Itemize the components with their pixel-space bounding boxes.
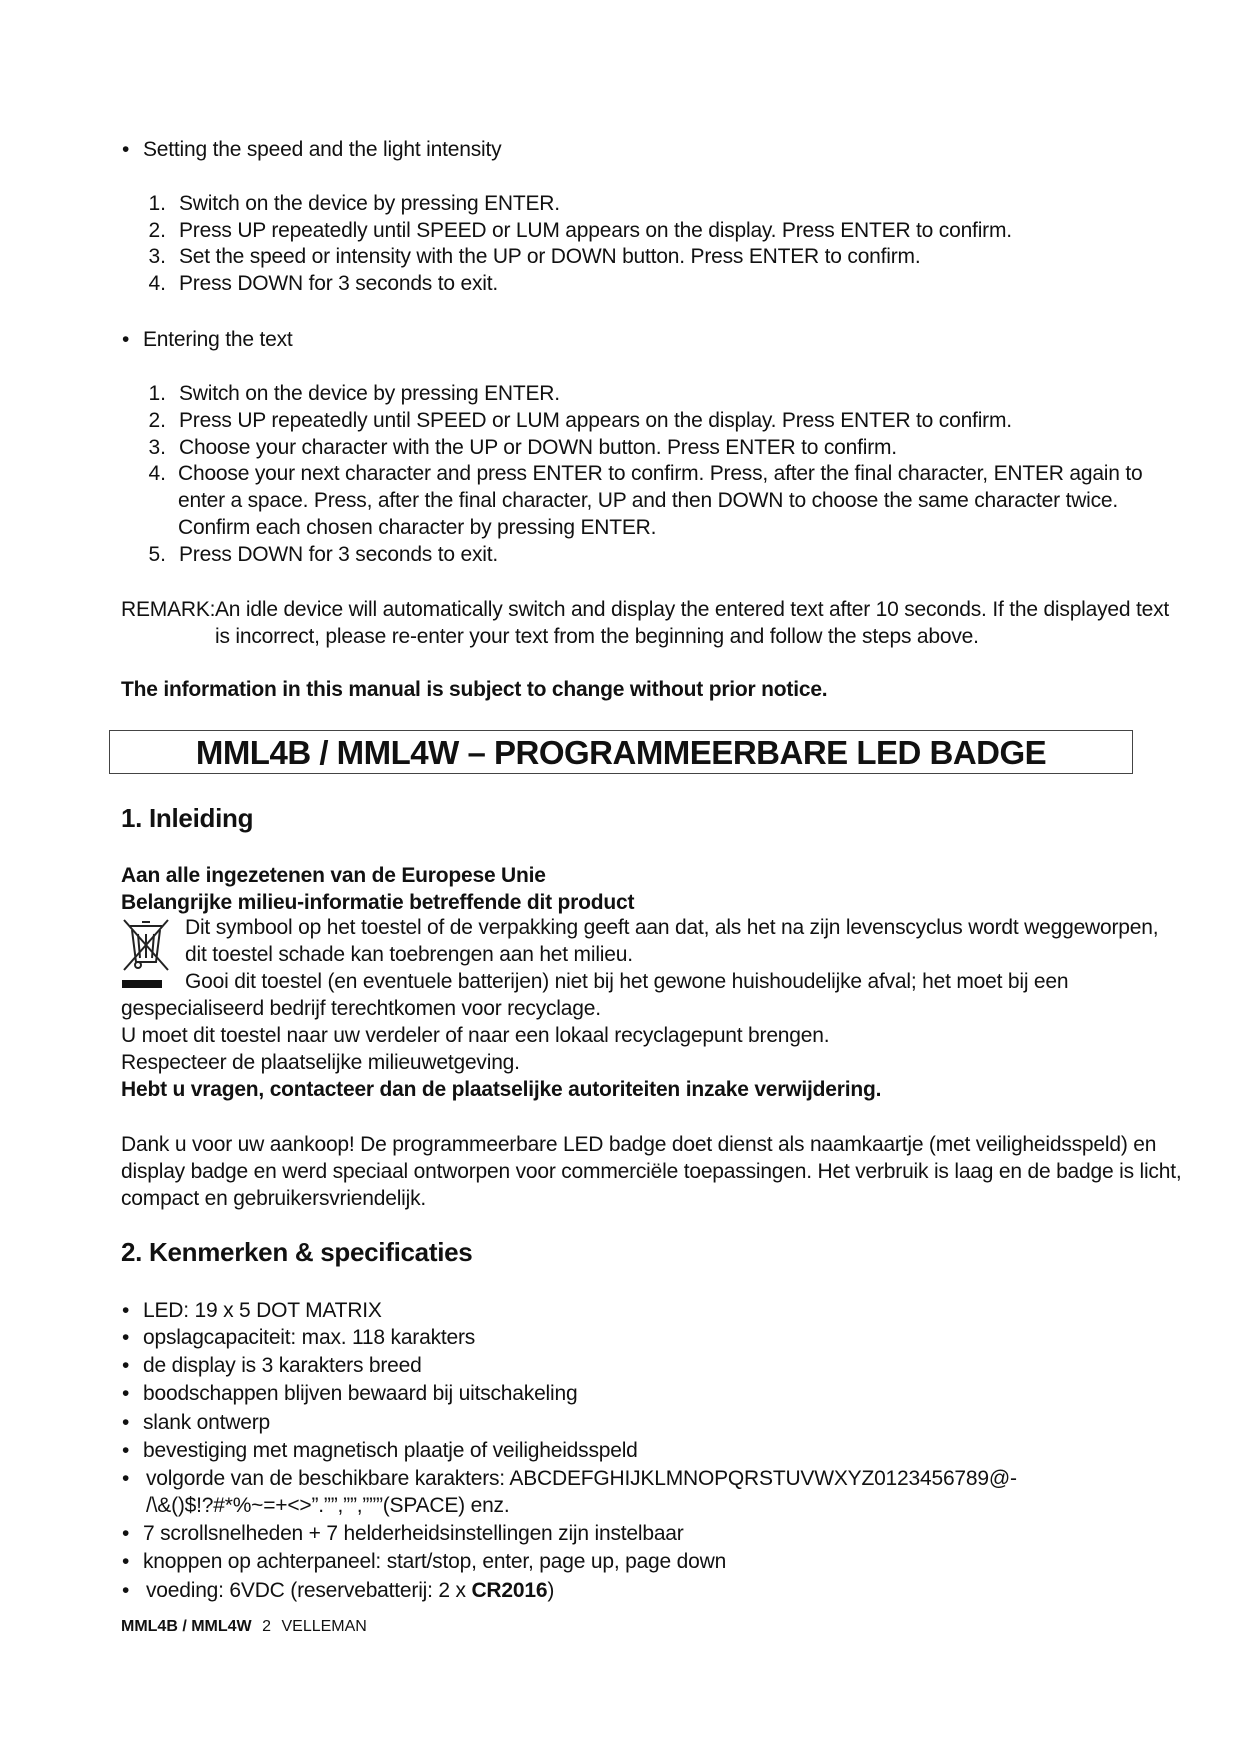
footer-model: MML4B / MML4W bbox=[121, 1618, 252, 1635]
spec-item: de display is 3 karakters breed bbox=[143, 1354, 422, 1377]
step-text: Choose your character with the UP or DOWN button. Press ENTER to confirm. bbox=[179, 436, 897, 459]
bullet-icon: • bbox=[122, 138, 130, 161]
spec-power-prefix: voeding: 6VDC (reservebatterij: 2 x bbox=[146, 1579, 472, 1602]
bullet-icon: • bbox=[122, 1522, 130, 1545]
weee-bin-icon bbox=[120, 918, 172, 990]
step-text: Switch on the device by pressing ENTER. bbox=[179, 382, 560, 405]
spec-item: LED: 19 x 5 DOT MATRIX bbox=[143, 1299, 382, 1322]
spec-chars-line: /\&()$!?#*%~=+<>”.””,””,”””(SPACE) enz. bbox=[146, 1494, 510, 1517]
page-footer bbox=[121, 1617, 367, 1637]
footer-brand: VELLEMAN bbox=[281, 1618, 367, 1635]
bullet-icon: • bbox=[122, 1550, 130, 1573]
return-line: U moet dit toestel naar uw verdeler of naar een lokaal recyclagepunt brengen. bbox=[121, 1024, 830, 1047]
section-heading-inleiding: 1. Inleiding bbox=[121, 803, 254, 833]
step-number: 3. bbox=[148, 436, 166, 459]
step-text: Press UP repeatedly until SPEED or LUM appears on the display. Press ENTER to confirm. bbox=[179, 219, 1012, 242]
spec-item: boodschappen blijven bewaard bij uitschakeling bbox=[143, 1382, 578, 1405]
notice-text: The information in this manual is subject to change without prior notice. bbox=[121, 678, 828, 701]
bullet-icon: • bbox=[122, 328, 130, 351]
step-number: 4. bbox=[148, 462, 166, 485]
spec-item: knoppen op achterpaneel: start/stop, enter, page up, page down bbox=[143, 1550, 727, 1573]
step-number: 3. bbox=[148, 245, 166, 268]
thanks-line: display badge en werd speciaal ontworpen voor commerciële toepassingen. Het verbruik is laag en de badge is licht, bbox=[121, 1160, 1182, 1183]
spec-item: opslagcapaciteit: max. 118 karakters bbox=[143, 1326, 476, 1349]
step-number: 1. bbox=[148, 382, 166, 405]
spec-item: slank ontwerp bbox=[143, 1411, 270, 1434]
questions-line: Hebt u vragen, contacteer dan de plaatselijke autoriteiten inzake verwijdering. bbox=[121, 1078, 882, 1101]
step-number: 2. bbox=[148, 409, 166, 432]
spec-item: 7 scrollsnelheden + 7 helderheidsinstellingen zijn instelbaar bbox=[143, 1522, 684, 1545]
bullet-icon: • bbox=[122, 1382, 130, 1405]
step-text: Press DOWN for 3 seconds to exit. bbox=[179, 272, 499, 295]
footer-page-number: 2 bbox=[262, 1618, 272, 1635]
page-title: MML4B / MML4W – PROGRAMMEERBARE LED BADGE bbox=[195, 734, 1047, 771]
eu-heading: Aan alle ingezetenen van de Europese Unie bbox=[121, 864, 546, 887]
bullet-icon: • bbox=[122, 1467, 130, 1490]
step-text-line: Choose your next character and press ENTER to confirm. Press, after the final character, ENTER again to bbox=[178, 462, 1143, 485]
spec-power bbox=[146, 1577, 554, 1604]
respect-line: Respecteer de plaatselijke milieuwetgeving. bbox=[121, 1051, 520, 1074]
spec-item: bevestiging met magnetisch plaatje of veiligheidsspeld bbox=[143, 1439, 638, 1462]
step-text: Press UP repeatedly until SPEED or LUM appears on the display. Press ENTER to confirm. bbox=[179, 409, 1012, 432]
dispose-line: gespecialiseerd bedrijf terechtkomen voor recyclage. bbox=[121, 997, 601, 1020]
title-box bbox=[109, 730, 1133, 774]
env-heading: Belangrijke milieu-informatie betreffende dit product bbox=[121, 891, 635, 914]
section-heading-specs: 2. Kenmerken & specificaties bbox=[121, 1237, 473, 1267]
remark-line: is incorrect, please re-enter your text from the beginning and follow the steps above. bbox=[215, 625, 979, 648]
bullet-icon: • bbox=[122, 1299, 130, 1322]
spec-chars-line: volgorde van de beschikbare karakters: ABCDEFGHIJKLMNOPQRSTUVWXYZ0123456789@- bbox=[146, 1467, 1017, 1490]
thanks-line: compact en gebruikersvriendelijk. bbox=[121, 1187, 427, 1210]
step-text: Press DOWN for 3 seconds to exit. bbox=[179, 543, 499, 566]
bullet-icon: • bbox=[122, 1411, 130, 1434]
thanks-line: Dank u voor uw aankoop! De programmeerbare LED badge doet dienst als naamkaartje (met veiligheidsspeld) en bbox=[121, 1133, 1157, 1156]
text-heading: Entering the text bbox=[143, 328, 293, 351]
step-text: Set the speed or intensity with the UP or DOWN button. Press ENTER to confirm. bbox=[179, 245, 921, 268]
bullet-icon: • bbox=[122, 1326, 130, 1349]
step-text-line: Confirm each chosen character by pressing ENTER. bbox=[178, 516, 657, 539]
symbol-line: Dit symbool op het toestel of de verpakking geeft aan dat, als het na zijn levenscyclus wordt weggeworpen, bbox=[185, 916, 1159, 939]
spec-power-battery: CR2016 bbox=[471, 1579, 548, 1602]
step-text-line: enter a space. Press, after the final character, UP and then DOWN to choose the same character twice. bbox=[178, 489, 1119, 512]
bullet-icon: • bbox=[122, 1579, 130, 1602]
step-number: 1. bbox=[148, 192, 166, 215]
bullet-icon: • bbox=[122, 1354, 130, 1377]
step-text: Switch on the device by pressing ENTER. bbox=[179, 192, 560, 215]
dispose-line: Gooi dit toestel (en eventuele batterijen) niet bij het gewone huishoudelijke afval; het moet bij een bbox=[185, 970, 1069, 993]
speed-heading: Setting the speed and the light intensity bbox=[143, 138, 502, 161]
remark-label: REMARK: bbox=[121, 598, 216, 621]
symbol-line: dit toestel schade kan toebrengen aan het milieu. bbox=[185, 943, 633, 966]
step-number: 2. bbox=[148, 219, 166, 242]
spec-power-suffix: ) bbox=[547, 1579, 555, 1602]
remark-line: An idle device will automatically switch and display the entered text after 10 seconds. If the displayed text bbox=[215, 598, 1170, 621]
step-number: 4. bbox=[148, 272, 166, 295]
bullet-icon: • bbox=[122, 1439, 130, 1462]
step-number: 5. bbox=[148, 543, 166, 566]
